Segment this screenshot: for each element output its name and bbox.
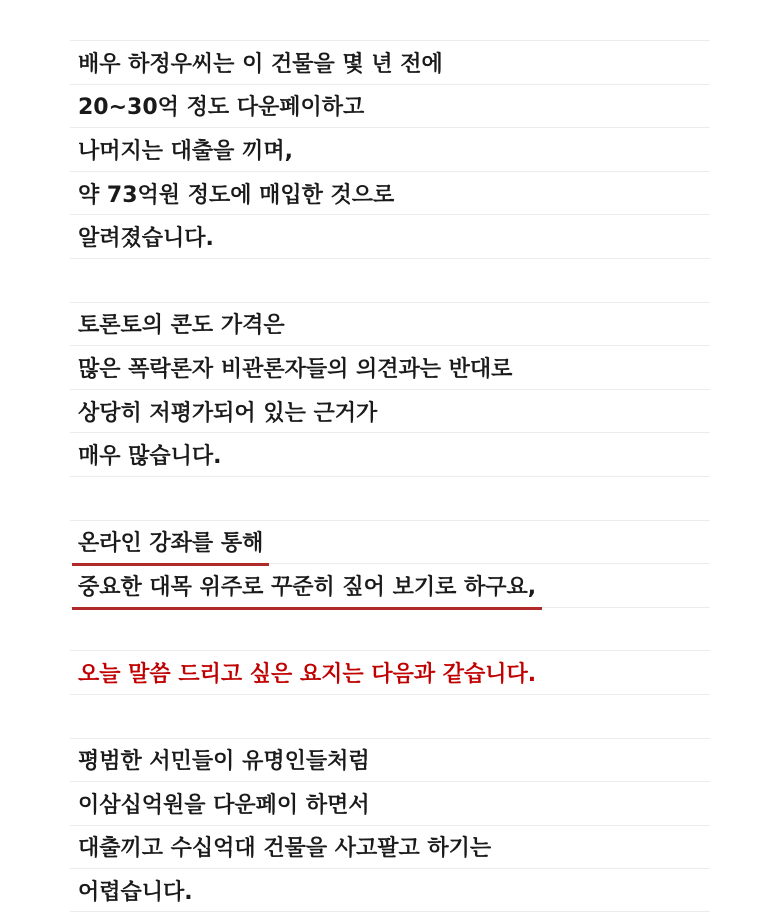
text-line-5: 알려졌습니다. [70,214,710,258]
blank-line [70,258,710,302]
document-body [70,0,710,912]
text-line-18: 이삼십억원을 다운페이 하면서 [70,781,710,825]
text-line-9: 상당히 저평가되어 있는 근거가 [70,389,710,433]
text-line-7: 토론토의 콘도 가격은 [70,302,710,346]
underlined-line-2 [70,563,710,607]
underlined-text: 온라인 강좌를 통해 [78,526,263,557]
text-line-10: 매우 많습니다. [70,432,710,476]
text-line-3: 나머지는 대출을 끼며, [70,127,710,171]
underlined-text: 중요한 대목 위주로 꾸준히 짚어 보기로 하구요, [78,570,536,601]
text-line-20: 어렵습니다. [70,868,710,912]
text-line-8: 많은 폭락론자 비관론자들의 의견과는 반대로 [70,345,710,389]
text-line-17: 평범한 서민들이 유명인들처럼 [70,738,710,782]
text-line-19: 대출끼고 수십억대 건물을 사고팔고 하기는 [70,825,710,869]
text-line-4: 약 73억원 정도에 매입한 것으로 [70,171,710,215]
highlight-line: 오늘 말씀 드리고 싶은 요지는 다음과 같습니다. [70,650,710,694]
blank-line [70,607,710,651]
blank-line [70,694,710,738]
text-line-2: 20~30억 정도 다운페이하고 [70,84,710,128]
text-line-1: 배우 하정우씨는 이 건물을 몇 년 전에 [70,40,710,84]
underlined-line-1 [70,520,710,564]
blank-line [70,476,710,520]
